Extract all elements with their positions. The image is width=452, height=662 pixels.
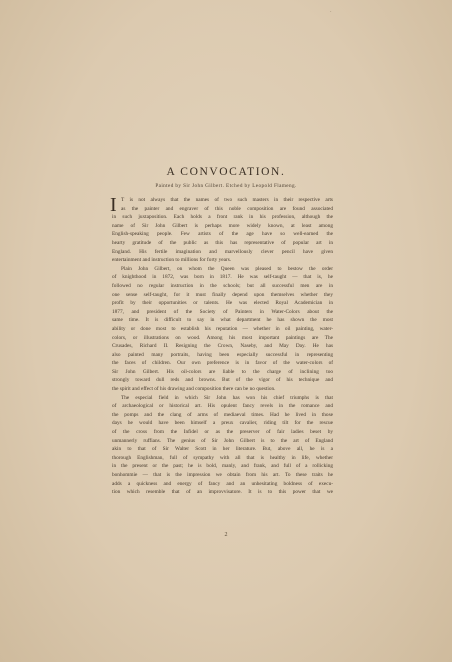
text-line: Sir John Gilbert. His oil-colors are liable to the charge of inclining too bbox=[112, 368, 333, 375]
text-line: the pomps and the clang of arms of mediaeval times. Had he lived in those bbox=[112, 411, 333, 418]
text-line: akin to that of Sir Walter Scott in her literature. But, above all, he is a bbox=[112, 446, 333, 453]
page-speck: · bbox=[330, 10, 332, 15]
article-body bbox=[112, 196, 333, 497]
text-line: tion which resemble that of an improvvisatore. It is to this power that we bbox=[112, 489, 333, 496]
text-line: adds a quickness and energy of fancy and an unhesitating boldness of execu- bbox=[112, 480, 333, 487]
article-byline: Painted by Sir John Gilbert. Etched by Leopold Flameng. bbox=[155, 183, 297, 189]
text-line: one sense self-taught, for it must finally depend upon themselves whether they bbox=[112, 291, 333, 298]
text-line: followed no regular instruction in the schools; but all successful men are in bbox=[112, 282, 333, 289]
text-line: Crusades, Richard II. Resigning the Crown, Naseby, and May Day. He has bbox=[112, 343, 333, 350]
text-line: profit by their opportunities or talents. He was elected Royal Academician in bbox=[112, 300, 333, 307]
text-line: same time. It is difficult to say in what department he has shown the most bbox=[112, 317, 333, 324]
article-title: A CONVOCATION. bbox=[166, 166, 286, 178]
text-line: 1877, and president of the Society of Painters in Water-Colors about the bbox=[112, 308, 333, 315]
text-line: days he would have been himself a preux cavalier, riding tilt for the rescue bbox=[112, 420, 333, 427]
text-line: T is not always that the names of two such masters in their respective arts bbox=[121, 197, 333, 203]
text-line: also painted many portraits, having been especially successful in representing bbox=[112, 351, 333, 358]
text-line: unmannerly ruffians. The genius of Sir John Gilbert is to the art of England bbox=[112, 437, 333, 444]
text-line: Plain John Gilbert, on whom the Queen was pleased to bestow the order bbox=[121, 265, 333, 272]
text-line: colors, or illustrations on wood. Among his most important paintings are The bbox=[112, 334, 333, 341]
text-line: the faces of children. Our own preference is in favor of the water-colors of bbox=[112, 360, 333, 367]
text-line: England. His fertile imagination and marvellously clever pencil have given bbox=[112, 248, 333, 255]
text-line: of the cross from the Infidel or as the preserver of fair ladies beset by bbox=[112, 429, 333, 436]
text-line: of knighthood in 1872, was born in 1817. He was self-taught — that is, he bbox=[112, 274, 333, 281]
text-line: entertainment and instruction to millions for forty years. bbox=[112, 257, 232, 264]
text-line: in such juxtaposition. Each holds a front rank in his profession, although the bbox=[112, 214, 333, 221]
text-line: in the present or the past; he is bold, manly, and frank, and full of a rollicking bbox=[112, 463, 333, 470]
text-line: the spirit and effect of his drawing and composition there can be no question. bbox=[112, 386, 276, 393]
text-line: thorough Englishman, full of sympathy with all that is healthy in life, whether bbox=[112, 454, 333, 461]
text-line: as the painter and engraver of this noble composition are found associated bbox=[121, 205, 333, 212]
drop-cap: I bbox=[110, 194, 117, 216]
text-line: ability or done most to establish his reputation — whether in oil painting, water- bbox=[112, 325, 333, 332]
text-line: of archaeological or historical art. His opulent fancy revels in the romance and bbox=[112, 403, 333, 410]
text-line: bonhommie — that is the impression we obtain from his art. To these traits he bbox=[112, 472, 333, 478]
text-line: The especial field in which Sir John has won his chief triumphs is that bbox=[121, 394, 333, 401]
text-line: hearty gratitude of the public as this has representative of popular art in bbox=[112, 239, 333, 246]
text-line: strongly toward dull reds and browns. But of the vigor of his technique and bbox=[112, 377, 333, 384]
page-folio: 2 bbox=[224, 532, 228, 538]
text-line: name of Sir John Gilbert is perhaps more widely known, at least among bbox=[112, 222, 333, 229]
text-line: English-speaking people. Few artists of the age have so well-earned the bbox=[112, 231, 333, 238]
